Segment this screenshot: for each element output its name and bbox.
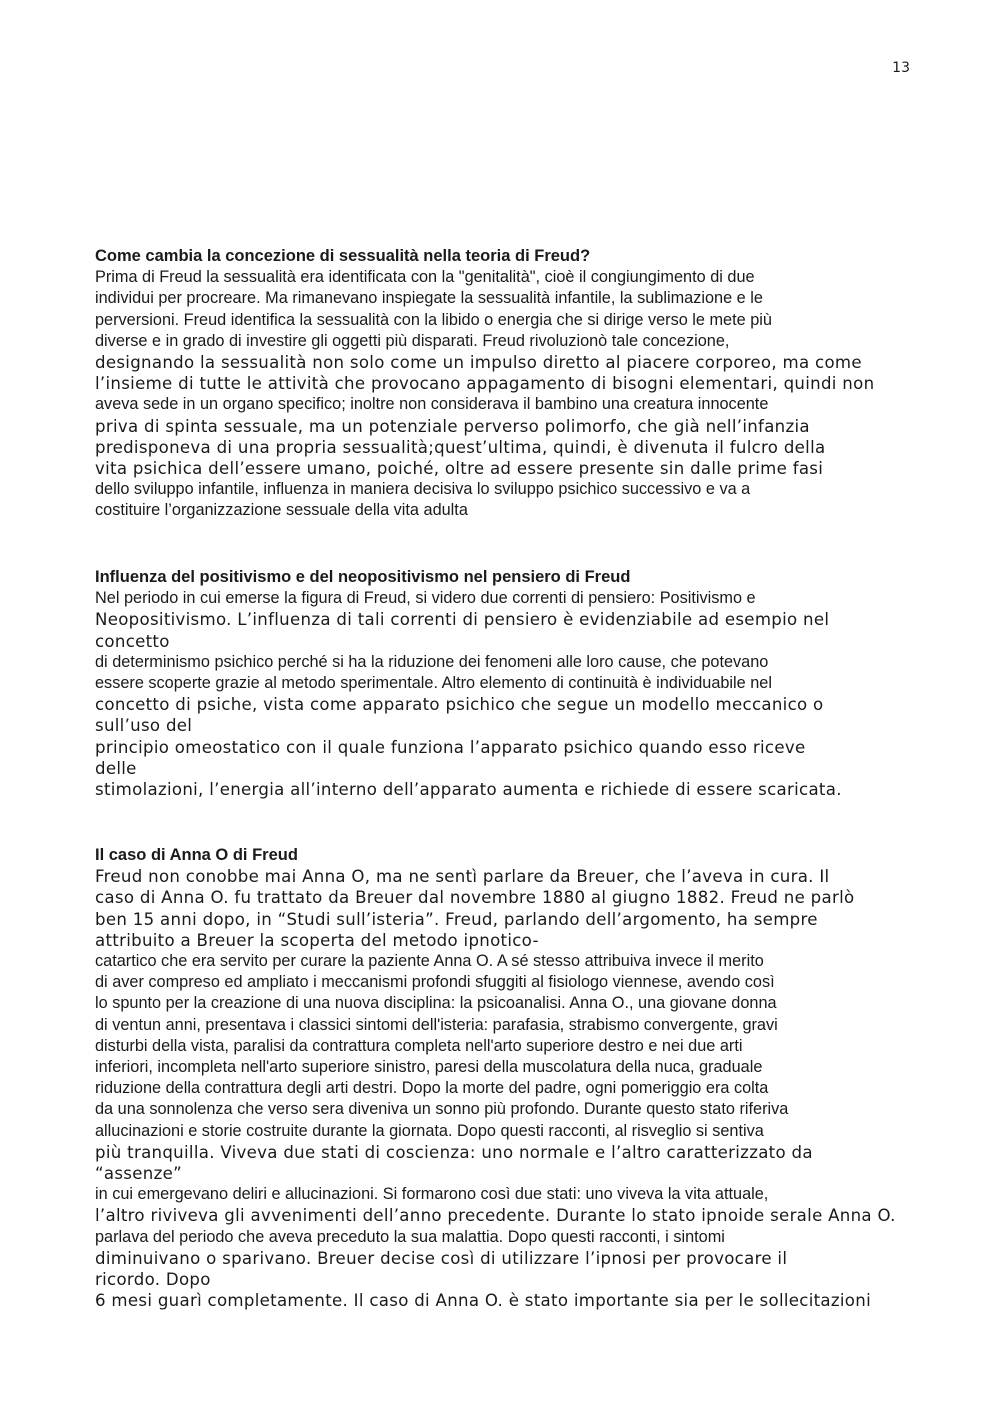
- paragraph-line: inferiori, incompleta nell'arto superiore sinistro, paresi della muscolatura della nuca, graduale: [95, 1058, 763, 1077]
- section-heading: Come cambia la concezione di sessualità nella teoria di Freud?: [95, 247, 591, 265]
- paragraph-line: di determinismo psichico perché si ha la riduzione dei fenomeni alle loro cause, che potevano: [95, 652, 769, 671]
- paragraph-line: da una sonnolenza che verso sera diveniva un sonno più profondo. Durante questo stato riferiva: [95, 1100, 789, 1119]
- paragraph-line: perversioni. Freud identifica la sessualità con la libido o energia che si dirige verso le mete più: [95, 310, 772, 329]
- paragraph-line: designando la sessualità non solo come un impulso diretto al piacere corporeo, ma come: [95, 353, 862, 373]
- paragraph-line: di ventun anni, presentava i classici sintomi dell'isteria: parafasia, strabismo convergente, gravi: [95, 1015, 778, 1034]
- paragraph-line: ben 15 anni dopo, in “Studi sull’isteria”. Freud, parlando dell’argomento, ha sempre: [95, 909, 818, 929]
- paragraph-line: concetto di psiche, vista come apparato psichico che segue un modello meccanico o: [95, 695, 824, 715]
- paragraph-line: costituire l’organizzazione sessuale della vita adulta: [95, 501, 468, 520]
- paragraph-line: essere scoperte grazie al metodo sperimentale. Altro elemento di continuità è individuabile nel: [95, 674, 772, 693]
- paragraph-line: Nel periodo in cui emerse la figura di Freud, si videro due correnti di pensiero: Positivismo e: [95, 589, 756, 608]
- paragraph-line: lo spunto per la creazione di una nuova disciplina: la psicoanalisi. Anna O., una giovane donna: [95, 994, 777, 1013]
- paragraph-line: priva di spinta sessuale, ma un potenziale perverso polimorfo, che già nell’infanzia: [95, 416, 810, 436]
- paragraph-line: sull’uso del: [95, 716, 193, 736]
- section-heading: Influenza del positivismo e del neopositivismo nel pensiero di Freud: [95, 568, 631, 586]
- paragraph-line: diminuivano o sparivano. Breuer decise così di utilizzare l’ipnosi per provocare il: [95, 1248, 788, 1268]
- paragraph-line: in cui emergevano deliri e allucinazioni. Si formarono così due stati: uno viveva la vita attuale,: [95, 1185, 769, 1204]
- section-anna-o: [95, 845, 905, 1311]
- paragraph-line: l’altro riviveva gli avvenimenti dell’anno precedente. Durante lo stato ipnoide serale Anna O.: [95, 1206, 896, 1226]
- paragraph-line: l’insieme di tutte le attività che provocano appagamento di bisogni elementari, quindi non: [95, 374, 875, 394]
- paragraph-line: 6 mesi guarì completamente. Il caso di Anna O. è stato importante sia per le sollecitazioni: [95, 1291, 871, 1311]
- paragraph-line: di aver compreso ed ampliato i meccanismi profondi sfuggiti al fisiologo viennese, avendo così: [95, 973, 775, 992]
- paragraph-line: parlava del periodo che aveva preceduto la sua malattia. Dopo questi racconti, i sintomi: [95, 1227, 725, 1246]
- paragraph-line: riduzione della contrattura degli arti destri. Dopo la morte del padre, ogni pomeriggio era colta: [95, 1079, 769, 1098]
- paragraph-line: attribuito a Breuer la scoperta del metodo ipnotico-: [95, 930, 539, 950]
- paragraph-line: stimolazioni, l’energia all’interno dell’apparato aumenta e richiede di essere scaricata.: [95, 780, 842, 800]
- paragraph-line: “assenze”: [95, 1164, 182, 1184]
- paragraph-line: individui per procreare. Ma rimanevano inspiegate la sessualità infantile, la sublimazione e le: [95, 289, 763, 308]
- paragraph-line: Neopositivismo. L’influenza di tali correnti di pensiero è evidenziabile ad esempio nel: [95, 610, 830, 630]
- paragraph-line: aveva sede in un organo specifico; inoltre non considerava il bambino una creatura innocente: [95, 395, 769, 414]
- paragraph-line: più tranquilla. Viveva due stati di coscienza: uno normale e l’altro caratterizzato da: [95, 1142, 813, 1162]
- section-heading: Il caso di Anna O di Freud: [95, 846, 298, 864]
- section-sessualita: [95, 246, 905, 522]
- paragraph-line: ricordo. Dopo: [95, 1270, 211, 1290]
- paragraph-line: caso di Anna O. fu trattato da Breuer dal novembre 1880 al giugno 1882. Freud ne parlò: [95, 888, 855, 908]
- paragraph-line: Freud non conobbe mai Anna O, ma ne sentì parlare da Breuer, che l’aveva in cura. Il: [95, 867, 830, 887]
- paragraph-line: predisponeva di una propria sessualità;quest’ultima, quindi, è divenuta il fulcro della: [95, 437, 826, 457]
- paragraph-line: dello sviluppo infantile, influenza in maniera decisiva lo sviluppo psichico successivo e va a: [95, 480, 751, 499]
- paragraph-line: catartico che era servito per curare la paziente Anna O. A sé stesso attribuiva invece il merito: [95, 952, 764, 971]
- page-number: 13: [892, 60, 910, 76]
- paragraph-line: delle: [95, 758, 137, 778]
- paragraph-line: Prima di Freud la sessualità era identificata con la "genitalità", cioè il congiungimento di due: [95, 268, 755, 287]
- paragraph-line: disturbi della vista, paralisi da contrattura completa nell'arto superiore destro e nei due arti: [95, 1036, 743, 1055]
- paragraph-line: vita psichica dell’essere umano, poiché, oltre ad essere presente sin dalle prime fasi: [95, 459, 824, 479]
- paragraph-line: allucinazioni e storie costruite durante la giornata. Dopo questi racconti, al risveglio si sentiva: [95, 1121, 764, 1140]
- paragraph-line: diverse e in grado di investire gli oggetti più disparati. Freud rivoluzionò tale concezione,: [95, 331, 730, 350]
- paragraph-line: concetto: [95, 631, 170, 651]
- section-positivismo: [95, 567, 905, 800]
- paragraph-line: principio omeostatico con il quale funziona l’apparato psichico quando esso riceve: [95, 737, 806, 757]
